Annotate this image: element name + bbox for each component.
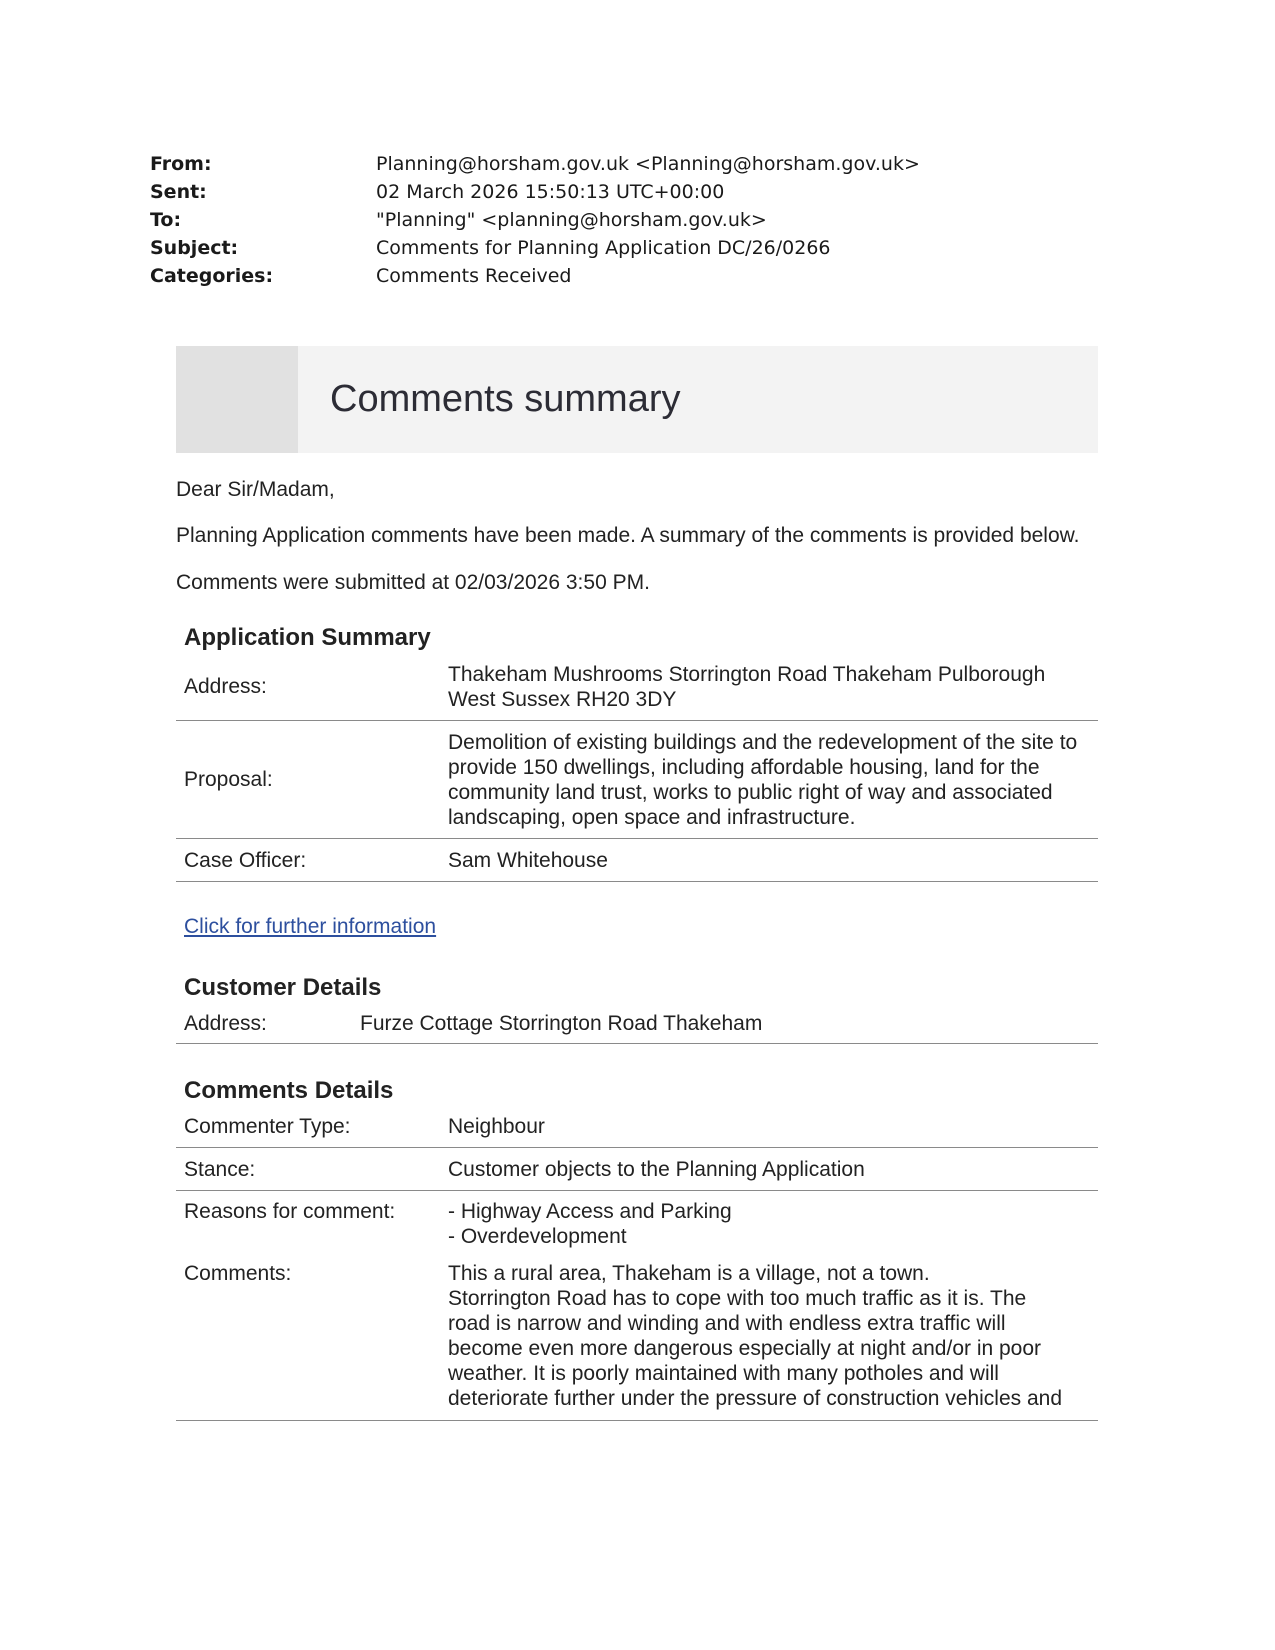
email-categories-label: Categories: [150,265,274,287]
further-info-line [176,914,1098,939]
comment-line: become even more dangerous especially at night and/or in poor [448,1337,1042,1360]
intro-text: Planning Application comments have been made. A summary of the comments is provided below. [176,524,1080,547]
reason-item: - Highway Access and Parking [448,1200,732,1223]
commenter-type-row [176,1106,1098,1148]
app-officer-label: Case Officer: [184,848,307,872]
comment-line: deteriorate further under the pressure of construction vehicles and [448,1387,1063,1410]
reasons-label: Reasons for comment: [184,1200,396,1223]
comments-text [448,1261,1098,1411]
reasons-row [176,1191,1098,1257]
app-address-value: Thakeham Mushrooms Storrington Road Thakeham Pulborough West Sussex RH20 3DY [448,662,1046,711]
app-officer-row [176,839,1098,882]
comments-label: Comments: [184,1262,292,1285]
customer-address-row [176,1003,1098,1044]
commenter-type-label: Commenter Type: [184,1115,351,1138]
email-from-value: Planning@horsham.gov.uk <Planning@horsham.gov.uk> [376,153,920,175]
email-sent-label: Sent: [150,181,207,203]
stance-row [176,1148,1098,1191]
email-categories-value: Comments Received [376,265,572,287]
app-proposal-value: Demolition of existing buildings and the redevelopment of the site to provide 150 dwellings, including affordable housing, land for the community land trust, works to public right of way and associated landscaping, open space and infrastructure. [448,730,1078,829]
email-body [176,346,1098,1421]
email-subject-label: Subject: [150,237,239,259]
comments-row [176,1257,1098,1421]
greeting: Dear Sir/Madam, [176,478,335,501]
banner-title: Comments summary [330,378,681,420]
stance-value: Customer objects to the Planning Application [448,1157,865,1181]
comments-details-title: Comments Details [184,1077,394,1104]
submitted-text: Comments were submitted at 02/03/2026 3:50 PM. [176,571,650,594]
comment-line: weather. It is poorly maintained with many potholes and will [448,1362,999,1385]
email-to-value: "Planning" <planning@horsham.gov.uk> [376,209,767,231]
comment-line: This a rural area, Thakeham is a village, not a town. [448,1262,930,1285]
customer-address-label: Address: [184,1011,267,1035]
reason-item: - Overdevelopment [448,1225,627,1248]
comment-line: Storrington Road has to cope with too much traffic as it is. The [448,1287,1027,1310]
email-from-label: From: [150,153,212,175]
email-subject-row [150,234,920,262]
email-from-row [150,150,920,178]
app-proposal-row [176,721,1098,839]
email-to-label: To: [150,209,182,231]
app-officer-value: Sam Whitehouse [448,848,608,872]
email-to-row [150,206,920,234]
banner-side-block [176,346,298,453]
customer-address-value: Furze Cottage Storrington Road Thakeham [360,1011,763,1035]
further-info-link[interactable]: Click for further information [184,915,437,938]
email-categories-row [150,262,920,290]
app-address-row [176,653,1098,721]
application-summary-title: Application Summary [184,624,431,651]
email-subject-value: Comments for Planning Application DC/26/0266 [376,237,831,259]
comments-summary-banner [176,346,1098,453]
app-proposal-label: Proposal: [184,768,273,791]
email-sent-row [150,178,920,206]
customer-details-title: Customer Details [184,974,382,1001]
comment-line: road is narrow and winding and with endless extra traffic will [448,1312,1006,1335]
commenter-type-value: Neighbour [448,1115,545,1138]
email-sent-value: 02 March 2026 15:50:13 UTC+00:00 [376,181,725,203]
reasons-list [448,1199,1098,1249]
stance-label: Stance: [184,1157,256,1181]
app-address-label: Address: [184,675,267,698]
email-header [150,150,920,290]
